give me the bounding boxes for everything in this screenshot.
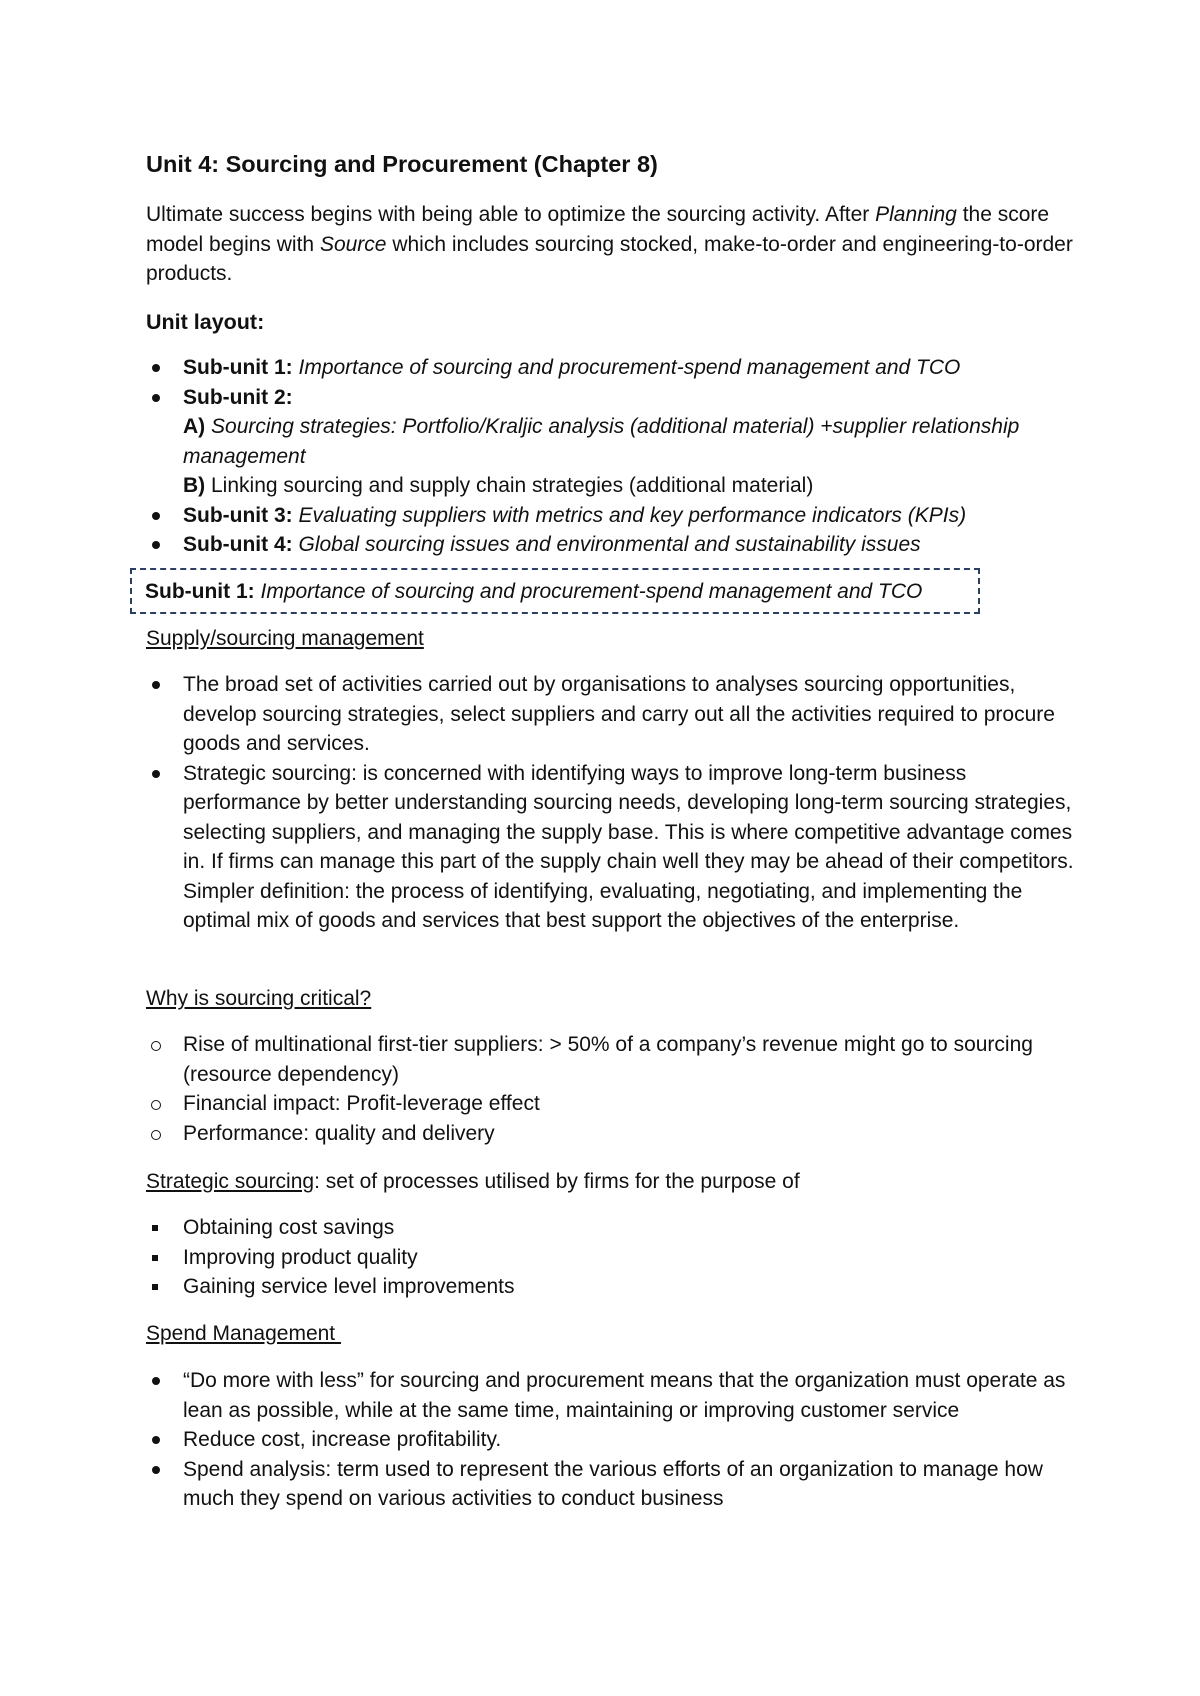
list-item (146, 1213, 1086, 1243)
list-item (146, 383, 1086, 501)
list-item (146, 1089, 1086, 1119)
strategic-sourcing-line (146, 1167, 1086, 1197)
boxed-label: Sub-unit 1: (145, 580, 255, 603)
sub-unit-text: Linking sourcing and supply chain strategies (additional material) (205, 474, 814, 497)
intro-paragraph (146, 200, 1086, 289)
list-item (146, 353, 1086, 383)
sub-unit-part-label: B) (183, 474, 206, 497)
list-item-text: Financial impact: Profit-leverage effect (183, 1092, 540, 1115)
sub-unit-label: Sub-unit 1: (183, 356, 293, 379)
intro-source: Source (319, 232, 387, 256)
list-item-text: Strategic sourcing: is concerned with identifying ways to improve long-term business performance by better understanding sourcing needs, developing long-term sourcing strategies, selecting suppliers, and managing the supply base. This is where competitive advantage comes in. If firms can manage this part of the supply chain well they may be ahead of their competitors. (183, 761, 1074, 873)
list-item-text: Obtaining cost savings (183, 1216, 395, 1239)
why-list (146, 1030, 1086, 1148)
boxed-text: Importance of sourcing and procurement-spend management and TCO (254, 580, 923, 603)
strategic-list (146, 1213, 1086, 1302)
why-heading: Why is sourcing critical? (146, 987, 372, 1010)
sub-unit-label: Sub-unit 4: (183, 533, 293, 556)
list-item (146, 1030, 1086, 1089)
sub-unit-text: Importance of sourcing and procurement-spend management and TCO (292, 356, 961, 379)
supply-heading: Supply/sourcing management (146, 627, 424, 650)
list-item (146, 501, 1086, 531)
list-item-text: Performance: quality and delivery (183, 1121, 495, 1145)
spend-list (146, 1366, 1086, 1514)
intro-text-3: which includes sourcing stocked, make-to-order and engineering-to-order products. (146, 232, 1073, 285)
strategic-text: : set of processes utilised by firms for the purpose of (314, 1170, 800, 1193)
list-item (146, 1425, 1086, 1455)
list-item (146, 759, 1086, 936)
list-item (146, 530, 1086, 560)
strategic-heading: Strategic sourcing (146, 1170, 315, 1193)
sub-unit-label: Sub-unit 2: (183, 385, 293, 409)
list-item (146, 1366, 1086, 1425)
supply-list (146, 670, 1086, 936)
list-item-text: “Do more with less” for sourcing and procurement means that the organization must operate as lean as possible, while at the same time, maintaining or improving customer service (183, 1369, 1066, 1422)
list-item-text: Gaining service level improvements (183, 1275, 515, 1298)
intro-text-1: Ultimate success begins with being able to optimize the sourcing activity. After (146, 203, 876, 226)
list-item-text: Rise of multinational first-tier suppliers: > 50% of a company’s revenue might go to sourcing (resource dependency) (183, 1033, 1033, 1086)
list-item (146, 1455, 1086, 1514)
intro-text-2: the score model begins with (146, 203, 1050, 256)
sub-unit-text: Sourcing strategies: Portfolio/Kraljic analysis (additional material) +supplier relationship management (183, 415, 1020, 468)
boxed-sub-unit (145, 577, 975, 607)
page-title: Unit 4: Sourcing and Procurement (Chapter 8) (146, 151, 658, 177)
unit-layout-list (146, 353, 1086, 560)
intro-planning: Planning (875, 203, 957, 226)
spend-heading: Spend Management (146, 1322, 341, 1345)
list-item (146, 1272, 1086, 1302)
unit-layout-heading: Unit layout: (146, 310, 265, 334)
list-item (146, 1243, 1086, 1273)
sub-unit-label: Sub-unit 3: (183, 503, 293, 527)
list-item-text: Reduce cost, increase profitability. (183, 1428, 502, 1451)
list-item-text: Spend analysis: term used to represent the various efforts of an organization to manage how much they spend on various activities to conduct business (183, 1457, 1043, 1510)
sub-unit-part-label: A) (183, 415, 206, 438)
list-item (146, 670, 1086, 759)
list-item (146, 1119, 1086, 1149)
list-item-text: Improving product quality (183, 1245, 418, 1269)
sub-unit-text: Global sourcing issues and environmental and sustainability issues (292, 533, 921, 556)
sub-unit-text: Evaluating suppliers with metrics and key performance indicators (KPIs) (292, 503, 967, 527)
list-item-text: The broad set of activities carried out by organisations to analyses sourcing opportunities, develop sourcing strategies, select suppliers and carry out all the activities required to procure goods and services. (183, 673, 1055, 755)
simpler-definition: Simpler definition: the process of identifying, evaluating, negotiating, and implementing the optimal mix of goods and services that best support the objectives of the enterprise. (183, 879, 1023, 932)
